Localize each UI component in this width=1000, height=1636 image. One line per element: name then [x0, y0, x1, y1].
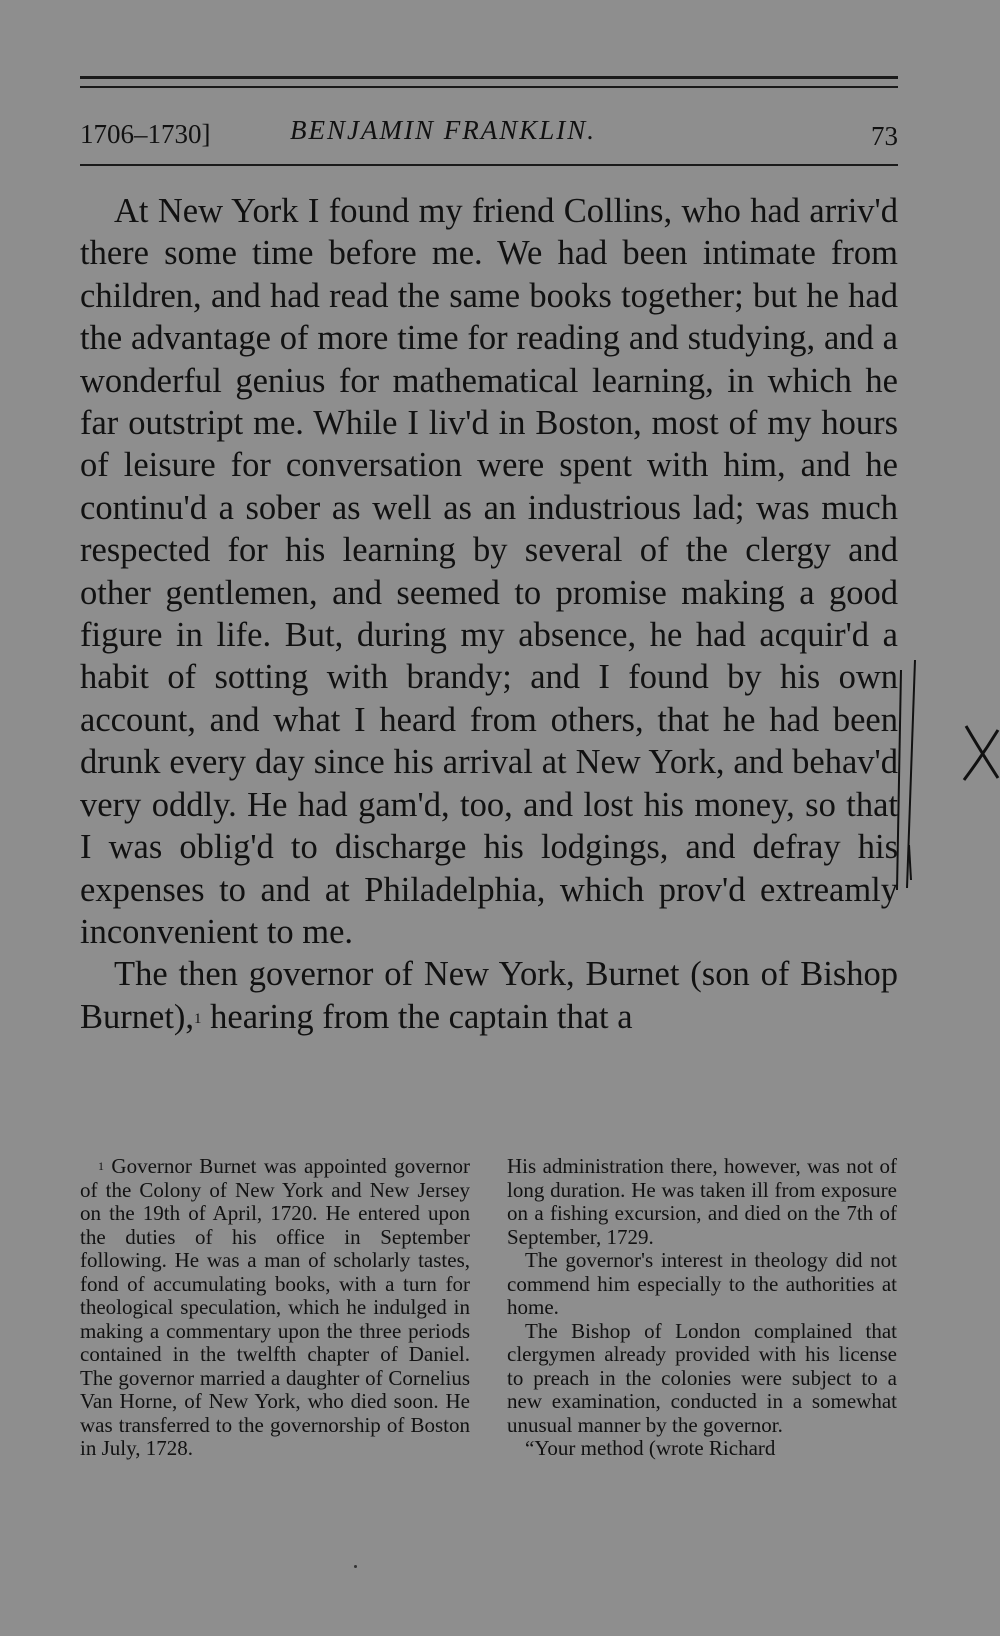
paragraph-2	[80, 953, 898, 1038]
header-title: BENJAMIN FRANKLIN.	[290, 115, 596, 145]
top-rule-2	[80, 86, 898, 88]
footnote-continuation-1: His administration there, however, was not of long duration. He was taken ill from exposure on a fishing excursion, and died on the 7th of September, 1729.	[507, 1154, 897, 1249]
paragraph-2-start: The then governor of New York, Burnet (son of Bishop Burnet),	[80, 955, 898, 1036]
footnote-right-column	[507, 1155, 897, 1461]
top-rule-1	[80, 76, 898, 79]
footnote-reference: 1	[194, 1010, 202, 1027]
margin-x-mark	[962, 722, 1000, 784]
footnote-continuation-2: The governor's interest in theology did not commend him especially to the authorities at home.	[507, 1248, 897, 1319]
paragraph-2-end: hearing from the captain that a	[201, 997, 633, 1036]
footnote-marker: 1	[98, 1159, 104, 1173]
footnote-1	[80, 1155, 470, 1461]
footnote-left-column	[80, 1155, 470, 1461]
page-number: 73	[871, 121, 898, 151]
header-bottom-rule	[80, 164, 898, 166]
running-header	[80, 115, 898, 155]
main-text	[80, 190, 898, 1038]
footnote-continuation-3: The Bishop of London complained that clergymen already provided with his license to preach in the colonies were subject to a new examination, conducted in a somewhat unusual manner by the governor.	[507, 1318, 897, 1437]
page-speck	[354, 1565, 357, 1568]
footnote-1-text: Governor Burnet was appointed governor of the Colony of New York and New Jersey on the 19th of April, 1720. He entered upon the duties of his office in September following. He was a man of scholarly tastes, fond of accumulating books, with a turn for theological speculation, which he indulged in making a commentary upon the three periods contained in the twelfth chapter of Daniel. The governor married a daughter of Cornelius Van Horne, of New York, who died soon. He was transferred to the governorship of Boston in July, 1728.	[80, 1154, 470, 1460]
margin-marking-lines	[895, 660, 955, 900]
header-date-range: 1706–1730]	[80, 119, 211, 149]
footnote-continuation-4: “Your method (wrote Richard	[525, 1436, 776, 1460]
paragraph-1: At New York I found my friend Collins, who had arriv'd there some time before me. We had been intimate from children, and had read the same books together; but he had the advantage of more time for reading and studying, and a wonderful genius for mathematical learning, in which he far outstript me. While I liv'd in Boston, most of my hours of leisure for conversation were spent with him, and he continu'd a sober as well as an industrious lad; was much respected for his learning by several of the clergy and other gentlemen, and seemed to promise making a good figure in life. But, during my absence, he had acquir'd a habit of sotting with brandy; and I found by his own account, and what I heard from others, that he had been drunk every day since his arrival at New York, and behav'd very oddly. He had gam'd, too, and lost his money, so that I was oblig'd to discharge his lodgings, and defray his expenses to and at Philadelphia, which prov'd extreamly inconvenient to me.	[80, 192, 898, 951]
